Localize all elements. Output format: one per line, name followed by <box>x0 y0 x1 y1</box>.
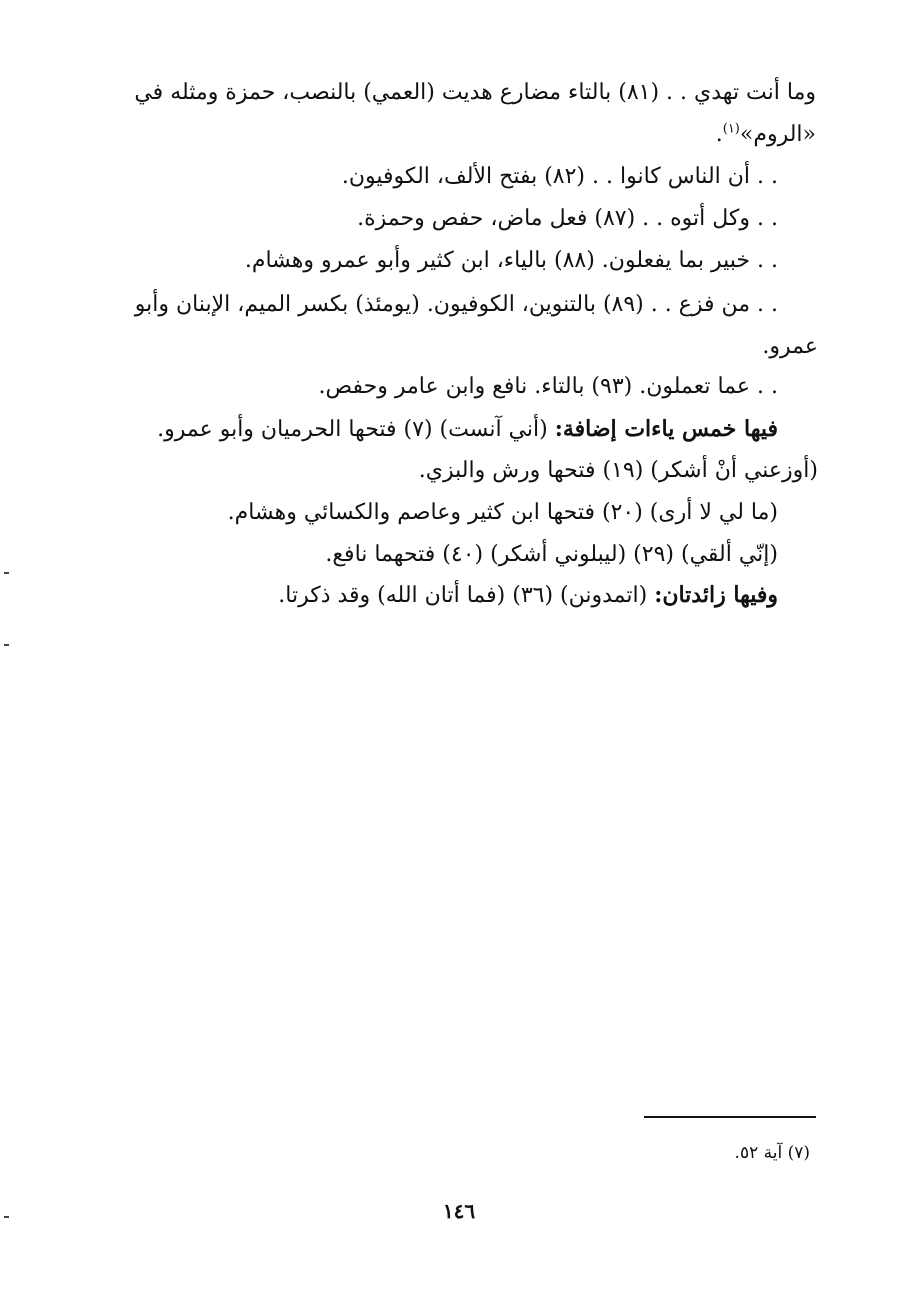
text-line-1 <box>116 76 816 110</box>
line-text: . . أن الناس كانوا . . (٨٢) بفتح الألف، الكوفيون. <box>341 164 778 189</box>
page-number-text: ١٤٦ <box>442 1199 476 1223</box>
line-text: (أوزعني أنْ أشكر) (١٩) فتحها ورش والبزي. <box>418 458 818 483</box>
footnote <box>510 1140 810 1166</box>
footnote-divider <box>644 1116 816 1118</box>
page-number <box>0 1196 918 1226</box>
text-line-2 <box>116 118 816 152</box>
line-text: (إنّي ألقي) (٢٩) (ليبلوني أشكر) (٤٠) فتحهما نافع. <box>325 542 778 567</box>
text-line-5 <box>118 244 778 278</box>
scan-mark <box>4 1216 9 1218</box>
line-text: (اتمدونن) (٣٦) (فما أتان الله) وقد ذكرتا. <box>278 583 655 608</box>
footnote-marker: (١) <box>722 121 740 137</box>
text-line-4 <box>118 202 778 236</box>
section-heading: وفيها زائدتان: <box>654 582 778 608</box>
text-line-13 <box>118 578 778 613</box>
line-text: . . وكل أتوه . . (٨٧) فعل ماض، حفص وحمزة. <box>357 206 778 231</box>
line-text: . . خبير بما يفعلون. (٨٨) بالياء، ابن كثير وأبو عمرو وهشام. <box>244 248 778 273</box>
text-line-11 <box>118 496 778 530</box>
line-text: . . عما تعملون. (٩٣) بالتاء. نافع وابن عامر وحفص. <box>318 374 778 399</box>
line-text: (ما لي لا أرى) (٢٠) فتحها ابن كثير وعاصم والكسائي وهشام. <box>227 500 778 525</box>
line-text: . . من فزع . . (٨٩) بالتنوين، الكوفيون. (يومئذ) بكسر الميم، الإبنان وأبو <box>134 292 778 317</box>
line-text: (أني آنست) (٧) فتحها الحرميان وأبو عمرو. <box>157 417 555 442</box>
text-line-9 <box>98 412 778 447</box>
text-line-8 <box>118 370 778 404</box>
text-line-10 <box>118 454 818 488</box>
text-line-7 <box>618 330 818 364</box>
line-tail: . <box>715 122 723 147</box>
scan-mark <box>4 572 9 574</box>
text-line-3 <box>118 160 778 194</box>
footnote-text: (٧) آية ٥٢. <box>734 1143 810 1163</box>
line-text: وما أنت تهدي . . (٨١) بالتاء مضارع هديت (العمي) بالنصب، حمزة ومثله في <box>134 80 816 105</box>
line-text: «الروم» <box>739 122 816 147</box>
text-line-6 <box>58 288 778 322</box>
line-text: عمرو. <box>762 334 818 359</box>
scan-mark <box>4 644 9 646</box>
section-heading: فيها خمس ياءات إضافة: <box>554 416 778 442</box>
text-line-12 <box>118 538 778 572</box>
